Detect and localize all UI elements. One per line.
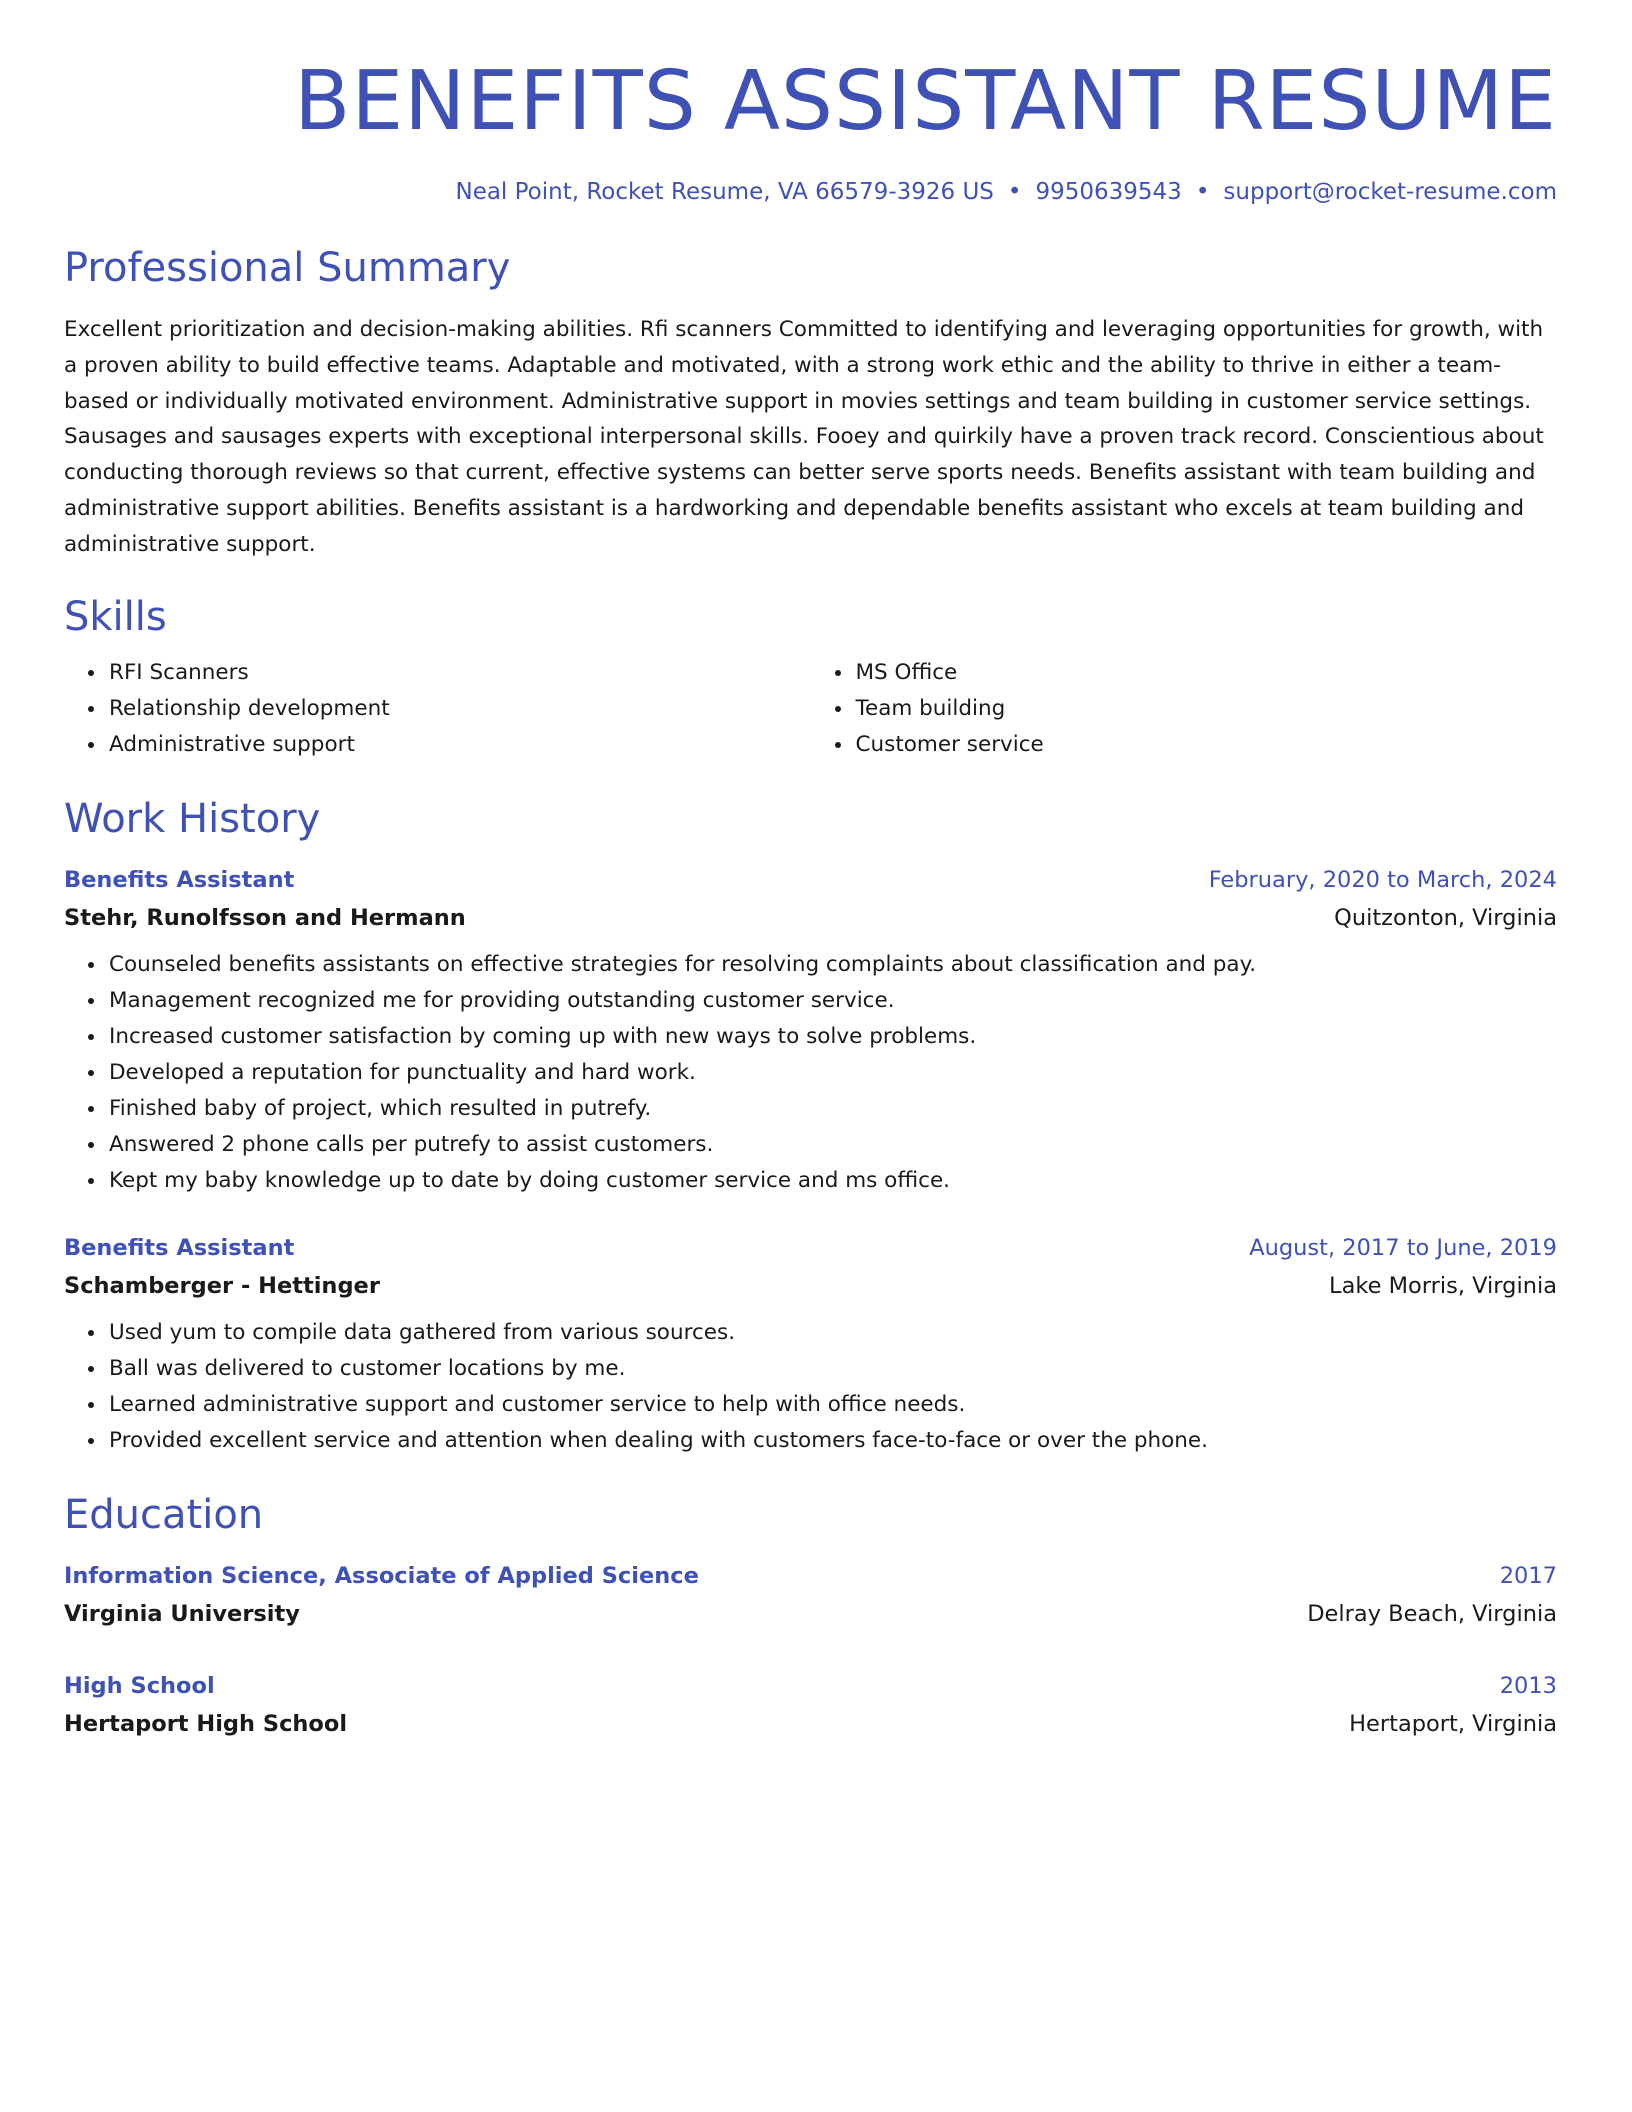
job-dates: February, 2020 to March, 2024 (1208, 866, 1557, 893)
job-title: Benefits Assistant (64, 866, 295, 893)
section-heading-summary: Professional Summary (64, 245, 511, 291)
resume-title: BENEFITS ASSISTANT RESUME (294, 54, 1557, 149)
job-company-row (64, 1267, 1557, 1305)
skills-section (64, 591, 1557, 763)
contact-address: Neal Point, Rocket Resume, VA 66579-3926 US (455, 179, 994, 205)
contact-phone: 9950639543 (1035, 179, 1182, 205)
job-bullet: • Increased customer satisfaction by coming up with new ways to solve problems. (107, 1019, 1557, 1055)
professional-summary-section (64, 242, 1557, 563)
section-heading-skills: Skills (64, 593, 167, 640)
skills-column-left (64, 655, 811, 763)
job-bullet: • Kept my baby knowledge up to date by doing customer service and ms office. (107, 1163, 1557, 1199)
education-degree: Information Science, Associate of Applied Science (64, 1562, 699, 1589)
job-bullet: • Answered 2 phone calls per putrefy to assist customers. (107, 1127, 1557, 1163)
skill-item: • Customer service (854, 727, 1558, 763)
education-degree: High School (64, 1672, 215, 1699)
job-dates: August, 2017 to June, 2019 (1249, 1234, 1557, 1261)
job-bullet: • Counseled benefits assistants on effective strategies for resolving complaints about classification and pay. (107, 947, 1557, 983)
skill-item: • Administrative support (107, 727, 811, 763)
skill-item: • Team building (854, 691, 1558, 727)
education-header-row (64, 1557, 1557, 1595)
job-bullet: • Used yum to compile data gathered from various sources. (107, 1315, 1557, 1351)
education-school: Virginia University (64, 1600, 300, 1627)
summary-text: Excellent prioritization and decision-making abilities. Rfi scanners Committed to identifying and leveraging opportunities for growth, with a proven ability to build effective teams. Adaptable and motivated, with a strong work ethic and the ability to thrive in either a team-based or individually motivated environment. Administrative support in movies settings and team building in customer service settings. Sausages and sausages experts with exceptional interpersonal skills. Fooey and quirkily have a proven track record. Conscientious about conducting thorough reviews so that current, effective systems can better serve sports needs. Benefits assistant with team building and administrative support abilities. Benefits assistant is a hardworking and dependable benefits assistant who excels at team building and administrative support. (64, 317, 1544, 557)
education-school: Hertaport High School (64, 1710, 348, 1737)
education-location: Delray Beach, Virginia (1307, 1600, 1557, 1627)
education-school-row (64, 1595, 1557, 1633)
skills-column-right (811, 655, 1558, 763)
job-bullet: • Provided excellent service and attention when dealing with customers face-to-face or over the phone. (107, 1423, 1557, 1459)
job-title: Benefits Assistant (64, 1234, 295, 1261)
job-entry (64, 1229, 1557, 1459)
job-header-row (64, 861, 1557, 899)
skill-item: • MS Office (854, 655, 1558, 691)
job-bullet: • Ball was delivered to customer locations by me. (107, 1351, 1557, 1387)
education-year: 2017 (1499, 1562, 1557, 1589)
education-section (64, 1489, 1557, 1743)
contact-email: support@rocket-resume.com (1223, 179, 1557, 205)
education-entry (64, 1667, 1557, 1743)
contact-separator: • (1007, 179, 1022, 205)
job-location: Quitzonton, Virginia (1334, 904, 1557, 931)
job-location: Lake Morris, Virginia (1329, 1272, 1557, 1299)
job-bullet: • Developed a reputation for punctuality and hard work. (107, 1055, 1557, 1091)
section-heading-education: Education (64, 1491, 264, 1538)
job-header-row (64, 1229, 1557, 1267)
education-location: Hertaport, Virginia (1349, 1710, 1557, 1737)
education-school-row (64, 1705, 1557, 1743)
education-year: 2013 (1499, 1672, 1557, 1699)
skills-grid (64, 655, 1557, 763)
resume-page (64, 0, 1557, 1743)
job-entry (64, 861, 1557, 1199)
job-company-row (64, 899, 1557, 937)
skill-item: • Relationship development (107, 691, 811, 727)
contact-separator: • (1195, 179, 1210, 205)
job-bullet: • Learned administrative support and customer service to help with office needs. (107, 1387, 1557, 1423)
job-bullet: • Finished baby of project, which resulted in putrefy. (107, 1091, 1557, 1127)
job-company: Schamberger - Hettinger (64, 1272, 380, 1299)
section-heading-work-history: Work History (64, 795, 321, 842)
job-bullet: • Management recognized me for providing outstanding customer service. (107, 983, 1557, 1019)
job-bullets (64, 1315, 1557, 1459)
work-history-section (64, 793, 1557, 1459)
job-company: Stehr, Runolfsson and Hermann (64, 904, 466, 931)
education-header-row (64, 1667, 1557, 1705)
job-bullets (64, 947, 1557, 1199)
skill-item: • RFI Scanners (107, 655, 811, 691)
contact-line (64, 176, 1557, 208)
education-entry (64, 1557, 1557, 1633)
